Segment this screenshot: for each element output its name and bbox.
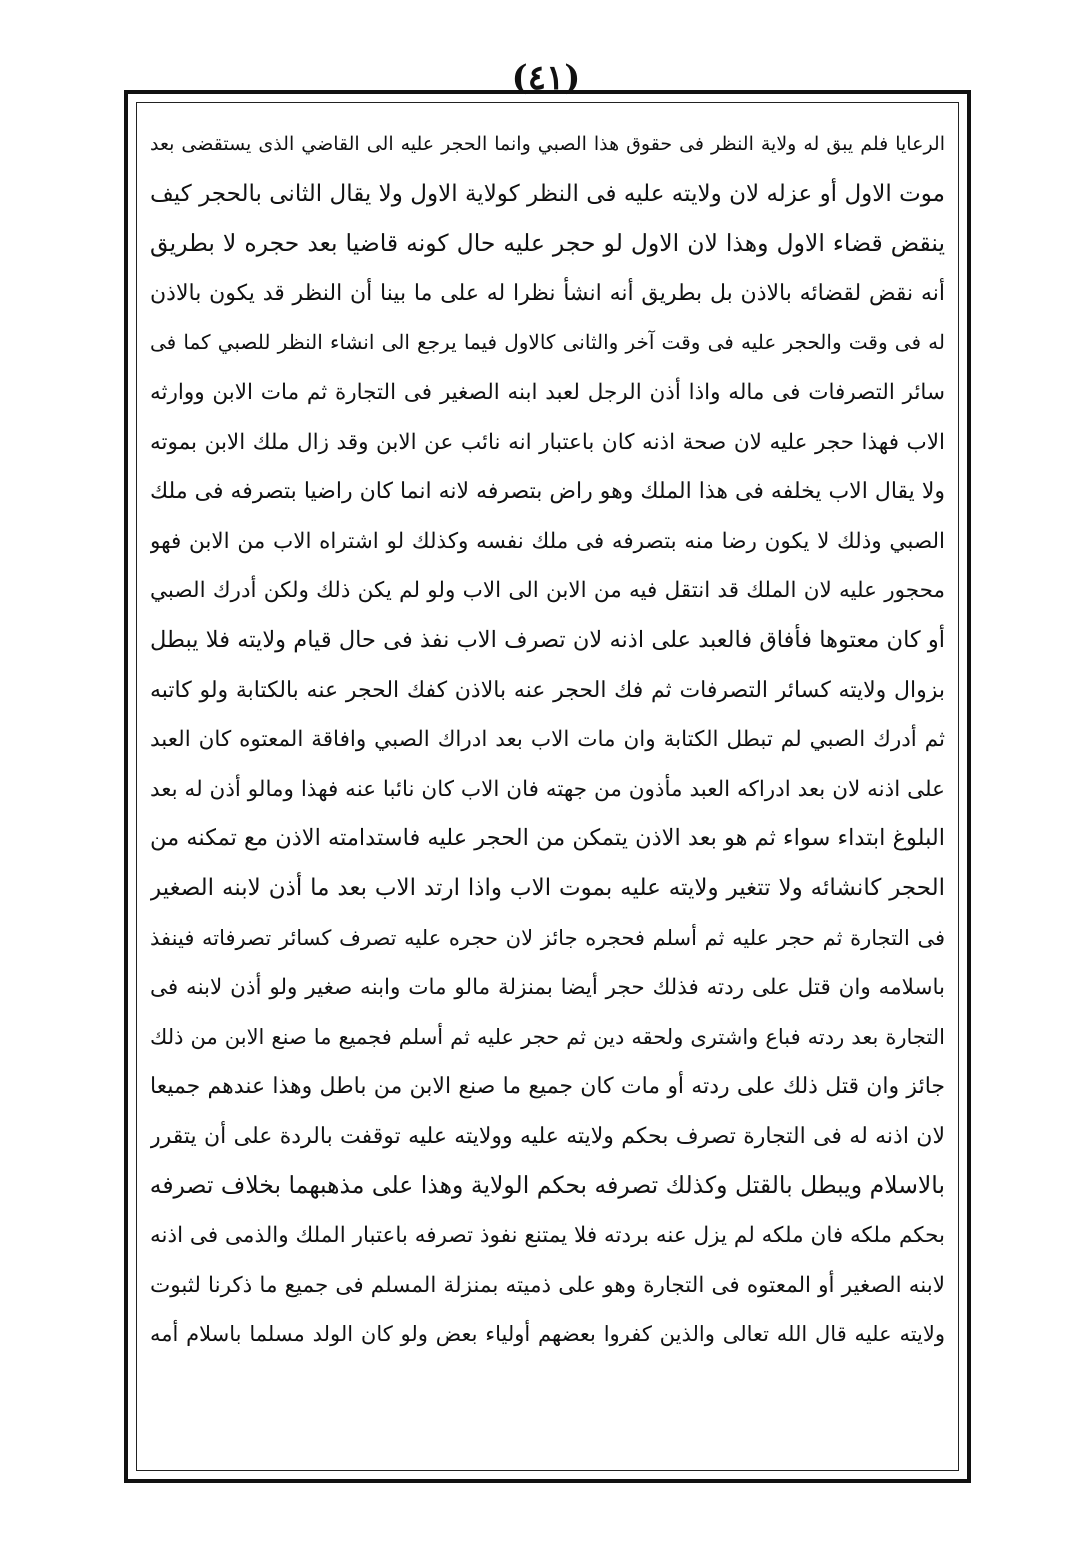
text-line: ينقض قضاء الاول وهذا لان الاول لو حجر عليه حال كونه قاضيا بعد حجره لا بطريق — [150, 229, 945, 258]
page-number: (٤١) — [511, 58, 581, 98]
text-line: فى التجارة ثم حجر عليه ثم أسلم فحجره جائز لان حجره عليه تصرف كسائر تصرفاته فينفذ — [150, 925, 945, 950]
text-line: بالاسلام ويبطل بالقتل وكذلك تصرفه بحكم الولاية وهذا على مذهبهما بخلاف تصرفه — [150, 1171, 945, 1200]
text-line: على اذنه لان بعد ادراكه العبد مأذون من جهته فان الاب كان نائبا عنه فهذا ومالو أذن له بعد — [150, 776, 945, 802]
text-line: بزوال ولايته كسائر التصرفات ثم فك الحجر عنه بالاذن كفك الحجر عنه بالكتابة ولو كاتبه — [150, 677, 945, 703]
text-line: سائر التصرفات فى ماله واذا أذن الرجل لعبد ابنه الصغير فى التجارة ثم مات الابن ووارثه — [150, 379, 945, 405]
text-line: التجارة بعد ردته فباع واشترى ولحقه دين ثم حجر عليه ثم أسلم فجميع ما صنع الابن من ذلك — [150, 1024, 945, 1049]
text-line: أو كان معتوها فأفاق فالعبد على اذنه لان تصرف الاب نفذ فى حال قيام ولايته فلا يبطل — [150, 626, 945, 653]
text-line: البلوغ ابتداء سواء ثم هو بعد الاذن يتمكن من الحجر عليه فاستدامته الاذن مع تمكنه من — [150, 825, 945, 852]
text-line: ثم أدرك الصبي لم تبطل الكتابة وان مات الاب بعد ادراك الصبي وافاقة المعتوه كان العبد — [150, 727, 945, 753]
text-line: جائز وان قتل ذلك على ردته أو مات كان جميع ما صنع الابن من باطل وهذا عندهم جميعا — [150, 1074, 945, 1100]
text-line: الاب فهذا حجر عليه لان صحة اذنه كان باعتبار انه نائب عن الابن وقد زال ملك الابن بموته — [150, 429, 945, 455]
text-line: ولايته عليه قال الله تعالى والذين كفروا بعضهم أولياء بعض ولو كان الولد مسلما باسلام أمه — [150, 1322, 945, 1347]
text-line: محجور عليه لان الملك قد انتقل فيه من الابن الى الاب ولو لم يكن ذلك ولكن أدرك الصبي — [150, 578, 945, 604]
text-line: ولا يقال الاب يخلفه فى هذا الملك وهو راض بتصرفه لانه انما كان راضيا بتصرفه فى ملك — [150, 479, 945, 505]
text-line: بحكم ملكه فان ملكه لم يزل عنه بردته فلا يمتنع نفوذ تصرفه باعتبار الملك والذمى فى اذنه — [150, 1223, 945, 1249]
text-line: الصبي وذلك لا يكون رضا منه بتصرفه فى ملك نفسه وكذلك لو اشتراه الاب من الابن فهو — [150, 528, 945, 554]
text-line: الحجر كانشائه ولا تتغير ولايته عليه بموت الاب واذا ارتد الاب بعد ما أذن لابنه الصغير — [150, 874, 945, 901]
text-line: موت الاول أو عزله لان ولايته عليه فى النظر كولاية الاول ولا يقال الثانى بالحجر كيف — [150, 180, 945, 207]
text-line: لان اذنه له فى التجارة تصرف بحكم ولايته عليه وولايته عليه توقفت بالردة على أن يتقرر — [150, 1123, 945, 1149]
text-body — [150, 120, 945, 1460]
text-line: له فى وقت والحجر عليه فى وقت آخر والثانى كالاول فيما يرجع الى انشاء النظر للصبي كما فى — [150, 330, 945, 355]
text-line: باسلامه وان قتل على ردته فذلك حجر أيضا بمنزلة مالو مات وابنه صغير ولو أذن لابنه فى — [150, 975, 945, 1001]
text-line: لابنه الصغير أو المعتوه فى التجارة وهو على ذميته بمنزلة المسلم فى جميع ما ذكرنا لثبوت — [150, 1272, 945, 1298]
text-line: الرعايا فلم يبق له ولاية النظر فى حقوق هذا الصبي وانما الحجر عليه الى القاضي الذى يستقضى بعد — [150, 133, 945, 155]
text-line: أنه نقض لقضائه بالاذن بل بطريق أنه انشأ نظرا له على ما بينا أن النظر قد يكون بالاذن — [150, 280, 945, 306]
